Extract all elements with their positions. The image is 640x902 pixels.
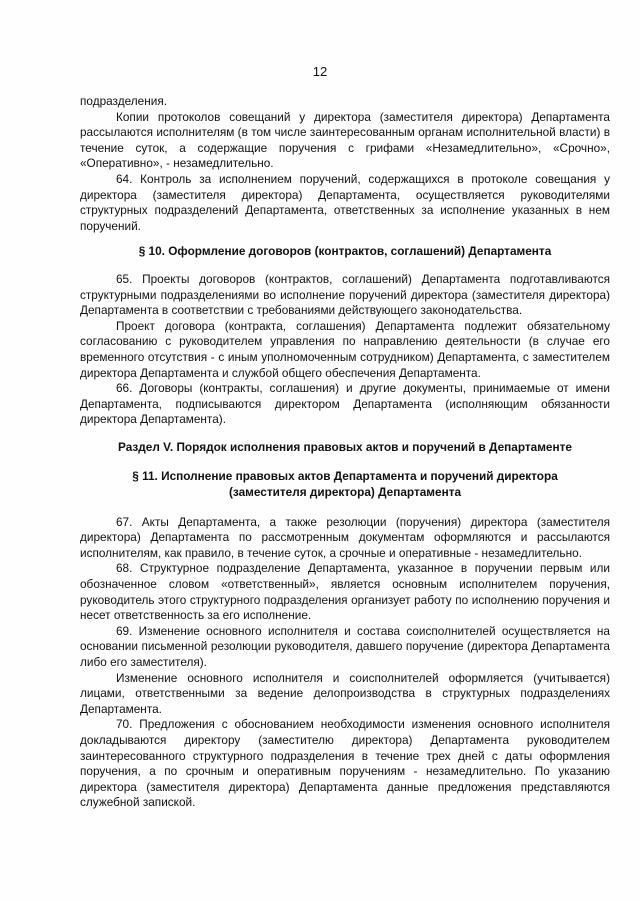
paragraph-68: 68. Структурное подразделение Департамента, указанное в поручении первым или обозначенное словом «ответственный», является основным исполнителем поручения, руководитель этого структурного подразделения организует работу по исполнению поручения и несет ответственность за его исполнение. xyxy=(80,561,610,623)
paragraph-70: 70. Предложения с обоснованием необходимости изменения основного исполнителя докладываются директору (заместителю директора) Департамента руководителем заинтересованного структурного подразделения в течение трех дней с даты оформления поручения, а по срочным и оперативным поручениям - незамедлительно. По указанию директора (заместителя директора) Департамента данные предложения представляются служебной запиской. xyxy=(80,717,610,810)
paragraph-protocol-copies: Копии протоколов совещаний у директора (заместителя директора) Департамента рассылаются исполнителям (в том числе заинтересованным органам исполнительной власти) в течение суток, а содержащие поручения с грифами «Незамедлительно», «Срочно», «Оперативно», - незамедлительно. xyxy=(80,109,610,171)
section-v-heading: Раздел V. Порядок исполнения правовых актов и поручений в Департаменте xyxy=(118,439,572,454)
document-body xyxy=(80,94,610,811)
paragraph-69: 69. Изменение основного исполнителя и состава соисполнителей осуществляется на основании письменной резолюции руководителя, давшего поручение (директора Департамента либо его заместителя). xyxy=(80,623,610,669)
page-number: 12 xyxy=(312,64,328,79)
section-11-heading-line1: § 11. Исполнение правовых актов Департамента и поручений директора xyxy=(132,469,558,484)
paragraph-65: 65. Проекты договоров (контрактов, соглашений) Департамента подготавливаются структурными подразделениями во исполнение поручений директора (заместителя директора) Департамента в соответствии с требованиями действующего законодательства. xyxy=(80,271,610,318)
paragraph-continuation: подразделения. xyxy=(80,94,167,108)
paragraph-64: 64. Контроль за исполнением поручений, содержащихся в протоколе совещания у директора (заместителя директора) Департамента, осуществляется руководителями структурных подразделений Департамента, ответственных за исполнение указанных в нем поручений. xyxy=(80,171,610,233)
section-11-heading-line2: (заместителя директора) Департамента xyxy=(228,485,462,500)
paragraph-contract-approval: Проект договора (контракта, соглашения) Департамента подлежит обязательному согласованию с руководителем управления по направлению деятельности (в случае его временного отсутствия - с иным уполномоченным сотрудником) Департамента, с заместителем директора Департамента и службой общего обеспечения Департамента. xyxy=(80,318,610,380)
section-10-heading: § 10. Оформление договоров (контрактов, соглашений) Департамента xyxy=(138,244,552,259)
paragraph-66: 66. Договоры (контракты, соглашения) и другие документы, принимаемые от имени Департамента, подписываются директором Департамента (исполняющим обязанности директора Департамента). xyxy=(80,381,610,427)
paragraph-67: 67. Акты Департамента, а также резолюции (поручения) директора (заместителя директора) Департамента по рассмотренным документам оформляются и рассылаются исполнителям, как правило, в течение суток, а срочные и оперативные - незамедлительно. xyxy=(80,514,610,560)
paragraph-executor-change: Изменение основного исполнителя и соисполнителей оформляется (учитывается) лицами, ответственными за ведение делопроизводства в структурных подразделениях Департамента. xyxy=(80,670,610,716)
